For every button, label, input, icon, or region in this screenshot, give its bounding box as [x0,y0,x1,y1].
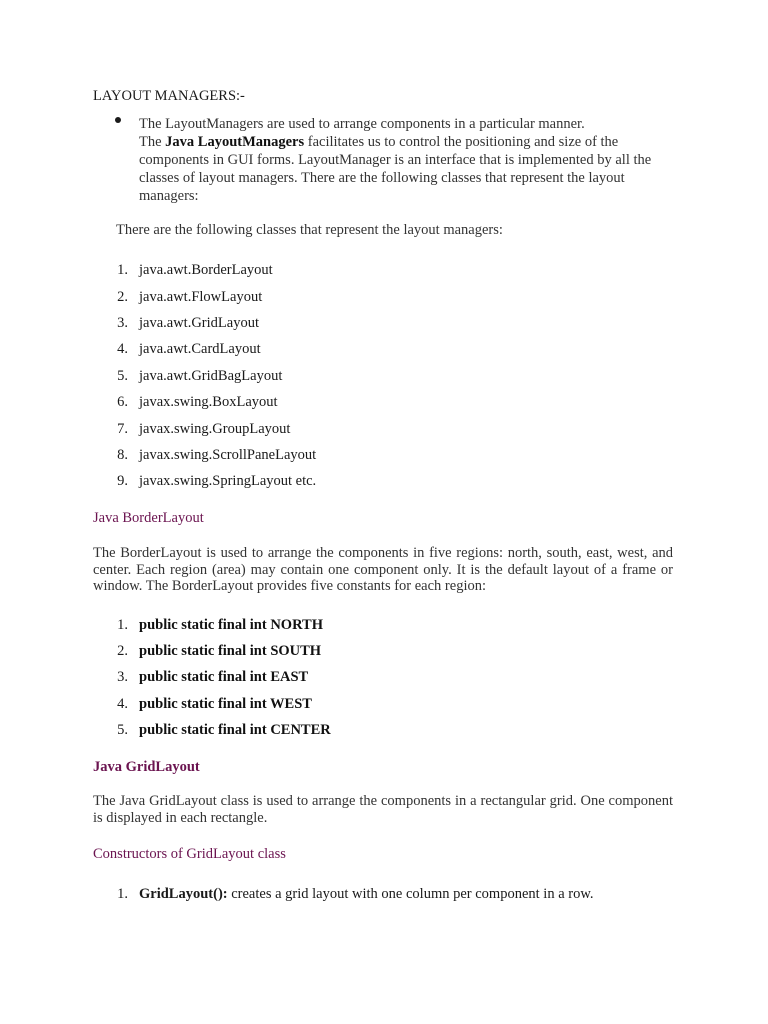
list-item: javax.swing.SpringLayout etc. [139,473,317,489]
list-number: 2. [117,289,128,305]
list-item: java.awt.FlowLayout [139,289,263,305]
border-layout-paragraph: The BorderLayout is used to arrange the components in five regions: north, south, east, west, and center. Each region (area) may contain one component only. It is the default layout of a frame or window. The BorderLayout provides five constants for each region: [93,545,673,594]
bullet-dot [115,117,121,123]
list-item: java.awt.GridLayout [139,315,259,331]
list-item [139,886,594,903]
list-number: 5. [117,722,128,738]
list-item: javax.swing.GroupLayout [139,421,291,437]
list-number: 1. [117,617,128,633]
grid-layout-paragraph: The Java GridLayout class is used to arrange the components in a rectangular grid. One component is displayed in each rectangle. [93,793,673,826]
bullet-line-2-bold: Java LayoutManagers [165,134,305,150]
list-number: 4. [117,696,128,712]
list-number: 1. [117,886,128,902]
list-number: 5. [117,368,128,384]
list-number: 3. [117,669,128,685]
list-number: 3. [117,315,128,331]
list-item: public static final int CENTER [139,722,331,738]
list-number: 8. [117,447,128,463]
list-item: javax.swing.ScrollPaneLayout [139,447,317,463]
intro-text: There are the following classes that represent the layout managers: [116,222,503,238]
list-item: public static final int SOUTH [139,643,322,659]
list-item: public static final int NORTH [139,617,323,633]
constructor-description: creates a grid layout with one column per component in a row. [227,886,594,902]
constructor-name: GridLayout(): [139,886,228,902]
list-item: java.awt.BorderLayout [139,262,273,278]
list-number: 1. [117,262,128,278]
page-heading: LAYOUT MANAGERS:- [93,88,245,104]
list-item: java.awt.CardLayout [139,341,261,357]
list-number: 9. [117,473,128,489]
list-item: public static final int WEST [139,696,312,712]
list-item: public static final int EAST [139,669,309,685]
bullet-line-2-post: facilitates us to control the positioning and size of the components in GUI forms. LayoutManager is an interface that is implemented by all the classes of layout managers. There are the following classes that represent the layout managers: [139,134,652,204]
list-number: 2. [117,643,128,659]
list-number: 6. [117,394,128,410]
list-number: 4. [117,341,128,357]
list-item: javax.swing.BoxLayout [139,394,278,410]
bullet-paragraph [139,115,679,205]
list-item: java.awt.GridBagLayout [139,368,283,384]
bullet-line-2-pre: The [139,134,166,150]
section-title-border-layout: Java BorderLayout [93,510,204,526]
section-title-grid-layout: Java GridLayout [93,759,200,775]
list-number: 7. [117,421,128,437]
bullet-line-1: The LayoutManagers are used to arrange components in a particular manner. [139,116,585,132]
section-title-constructors: Constructors of GridLayout class [93,846,286,862]
